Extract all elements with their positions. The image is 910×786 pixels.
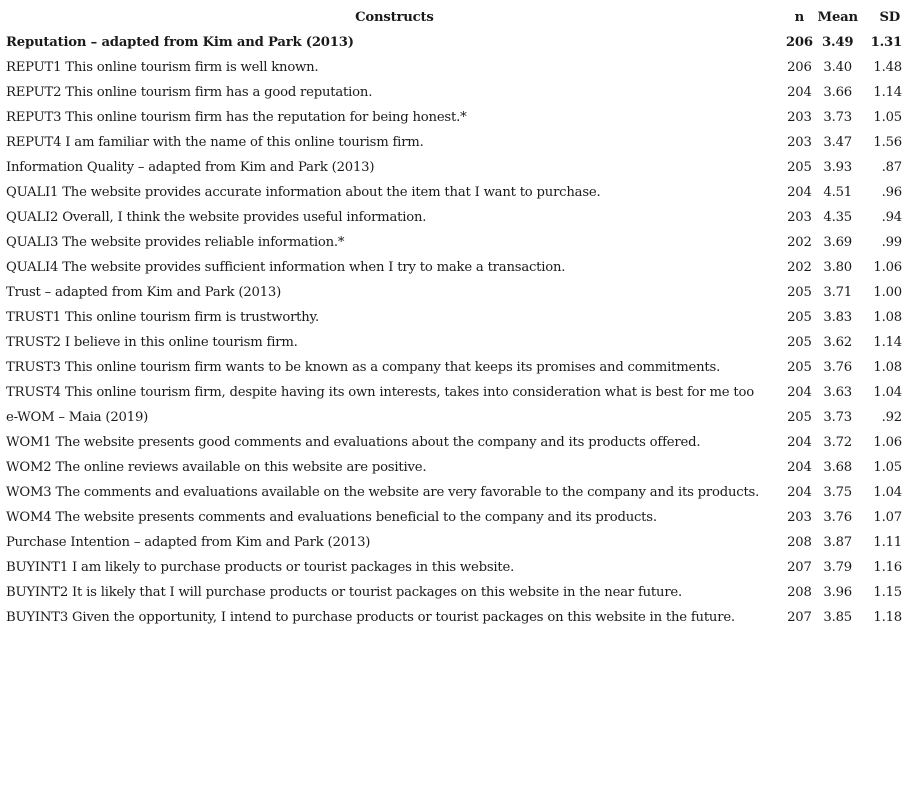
table-row xyxy=(6,280,906,305)
row-sd: .96 xyxy=(881,185,902,200)
row-label: WOM1 The website presents good comments and evaluations about the company and its products offered. xyxy=(6,435,701,450)
row-label: WOM3 The comments and evaluations available on the website are very favorable to the company and its products. xyxy=(6,485,760,500)
row-mean: 3.71 xyxy=(823,285,852,300)
row-label: Trust – adapted from Kim and Park (2013) xyxy=(6,285,282,300)
row-sd: 1.06 xyxy=(873,435,902,450)
table-row xyxy=(6,255,906,280)
row-label: TRUST4 This online tourism firm, despite having its own interests, takes into consideration what is best for me too xyxy=(6,385,754,400)
row-n: 208 xyxy=(787,585,812,600)
row-sd: 1.18 xyxy=(873,610,902,625)
row-n: 205 xyxy=(787,360,812,375)
row-n: 204 xyxy=(787,435,812,450)
table-row xyxy=(6,455,906,480)
row-sd: 1.00 xyxy=(873,285,902,300)
row-mean: 3.47 xyxy=(823,135,852,150)
row-sd: 1.04 xyxy=(873,385,902,400)
row-mean: 3.40 xyxy=(823,60,852,75)
table-row xyxy=(6,180,906,205)
row-sd: 1.05 xyxy=(873,460,902,475)
table-row xyxy=(6,480,906,505)
row-mean: 3.49 xyxy=(822,35,854,50)
row-n: 206 xyxy=(785,35,813,50)
row-n: 203 xyxy=(787,135,812,150)
row-mean: 3.76 xyxy=(823,360,852,375)
table-row xyxy=(6,205,906,230)
table-row xyxy=(6,30,906,55)
row-n: 202 xyxy=(787,235,812,250)
header-row xyxy=(6,5,906,30)
row-label: Purchase Intention – adapted from Kim and Park (2013) xyxy=(6,535,371,550)
table-row xyxy=(6,605,906,630)
row-mean: 3.63 xyxy=(823,385,852,400)
row-mean: 3.93 xyxy=(823,160,852,175)
table-row xyxy=(6,55,906,80)
row-label: TRUST2 I believe in this online tourism firm. xyxy=(6,335,298,350)
row-sd: 1.16 xyxy=(873,560,902,575)
row-sd: 1.07 xyxy=(873,510,902,525)
row-sd: 1.05 xyxy=(873,110,902,125)
table-row xyxy=(6,230,906,255)
table-row xyxy=(6,105,906,130)
table-row xyxy=(6,580,906,605)
table-row xyxy=(6,530,906,555)
row-label: WOM2 The online reviews available on this website are positive. xyxy=(6,460,427,475)
row-sd: 1.56 xyxy=(873,135,902,150)
table-row xyxy=(6,430,906,455)
row-sd: 1.08 xyxy=(873,310,902,325)
row-n: 207 xyxy=(787,610,812,625)
constructs-table xyxy=(6,5,906,630)
row-sd: 1.31 xyxy=(870,35,902,50)
row-sd: .94 xyxy=(881,210,902,225)
row-mean: 3.68 xyxy=(823,460,852,475)
row-label: QUALI4 The website provides sufficient information when I try to make a transaction. xyxy=(6,260,566,275)
row-sd: 1.48 xyxy=(873,60,902,75)
row-n: 204 xyxy=(787,485,812,500)
row-label: Reputation – adapted from Kim and Park (2013) xyxy=(6,35,354,50)
row-mean: 3.73 xyxy=(823,410,852,425)
row-label: QUALI1 The website provides accurate information about the item that I want to purchase. xyxy=(6,185,601,200)
row-n: 208 xyxy=(787,535,812,550)
header-sd: SD xyxy=(879,10,900,25)
row-sd: 1.15 xyxy=(873,585,902,600)
row-n: 204 xyxy=(787,385,812,400)
row-n: 203 xyxy=(787,210,812,225)
row-label: BUYINT3 Given the opportunity, I intend to purchase products or tourist packages on this website in the future. xyxy=(6,610,735,625)
row-sd: .92 xyxy=(881,410,902,425)
row-label: REPUT2 This online tourism firm has a good reputation. xyxy=(6,85,373,100)
row-n: 204 xyxy=(787,85,812,100)
table-row xyxy=(6,380,906,405)
row-n: 205 xyxy=(787,410,812,425)
row-n: 203 xyxy=(787,510,812,525)
row-mean: 3.85 xyxy=(823,610,852,625)
row-mean: 4.51 xyxy=(823,185,852,200)
table-row xyxy=(6,130,906,155)
row-mean: 3.87 xyxy=(823,535,852,550)
table-row xyxy=(6,505,906,530)
row-mean: 3.69 xyxy=(823,235,852,250)
row-label: BUYINT2 It is likely that I will purchase products or tourist packages on this website in the near future. xyxy=(6,585,683,600)
row-sd: 1.11 xyxy=(873,535,902,550)
header-mean: Mean xyxy=(817,10,858,25)
row-n: 205 xyxy=(787,285,812,300)
row-n: 203 xyxy=(787,110,812,125)
row-sd: 1.14 xyxy=(873,85,902,100)
row-label: Information Quality – adapted from Kim and Park (2013) xyxy=(6,160,375,175)
row-mean: 3.79 xyxy=(823,560,852,575)
row-label: WOM4 The website presents comments and evaluations beneficial to the company and its products. xyxy=(6,510,657,525)
row-n: 207 xyxy=(787,560,812,575)
row-label: REPUT1 This online tourism firm is well known. xyxy=(6,60,319,75)
row-mean: 3.75 xyxy=(823,485,852,500)
row-n: 205 xyxy=(787,310,812,325)
row-label: QUALI3 The website provides reliable information.* xyxy=(6,235,345,250)
row-n: 204 xyxy=(787,460,812,475)
table-row xyxy=(6,305,906,330)
row-mean: 3.76 xyxy=(823,510,852,525)
row-sd: 1.08 xyxy=(873,360,902,375)
table-row xyxy=(6,405,906,430)
row-sd: 1.06 xyxy=(873,260,902,275)
row-label: TRUST3 This online tourism firm wants to be known as a company that keeps its promises and commitments. xyxy=(6,360,721,375)
table-row xyxy=(6,80,906,105)
row-n: 206 xyxy=(787,60,812,75)
row-mean: 3.72 xyxy=(823,435,852,450)
table-row xyxy=(6,155,906,180)
row-mean: 3.62 xyxy=(823,335,852,350)
row-mean: 3.73 xyxy=(823,110,852,125)
row-label: e-WOM – Maia (2019) xyxy=(6,410,149,425)
row-sd: 1.04 xyxy=(873,485,902,500)
row-label: REPUT3 This online tourism firm has the reputation for being honest.* xyxy=(6,110,467,125)
table-row xyxy=(6,355,906,380)
row-sd: .99 xyxy=(881,235,902,250)
header-n: n xyxy=(794,10,805,25)
row-label: REPUT4 I am familiar with the name of this online tourism firm. xyxy=(6,135,424,150)
row-n: 204 xyxy=(787,185,812,200)
table-row xyxy=(6,555,906,580)
row-n: 205 xyxy=(787,335,812,350)
row-label: QUALI2 Overall, I think the website provides useful information. xyxy=(6,210,427,225)
row-mean: 3.66 xyxy=(823,85,852,100)
row-sd: 1.14 xyxy=(873,335,902,350)
row-n: 205 xyxy=(787,160,812,175)
row-mean: 4.35 xyxy=(823,210,852,225)
row-label: BUYINT1 I am likely to purchase products or tourist packages in this website. xyxy=(6,560,515,575)
row-mean: 3.80 xyxy=(823,260,852,275)
row-sd: .87 xyxy=(881,160,902,175)
row-n: 202 xyxy=(787,260,812,275)
header-constructs: Constructs xyxy=(355,10,434,25)
row-mean: 3.96 xyxy=(823,585,852,600)
table-row xyxy=(6,330,906,355)
row-mean: 3.83 xyxy=(823,310,852,325)
row-label: TRUST1 This online tourism firm is trustworthy. xyxy=(6,310,320,325)
